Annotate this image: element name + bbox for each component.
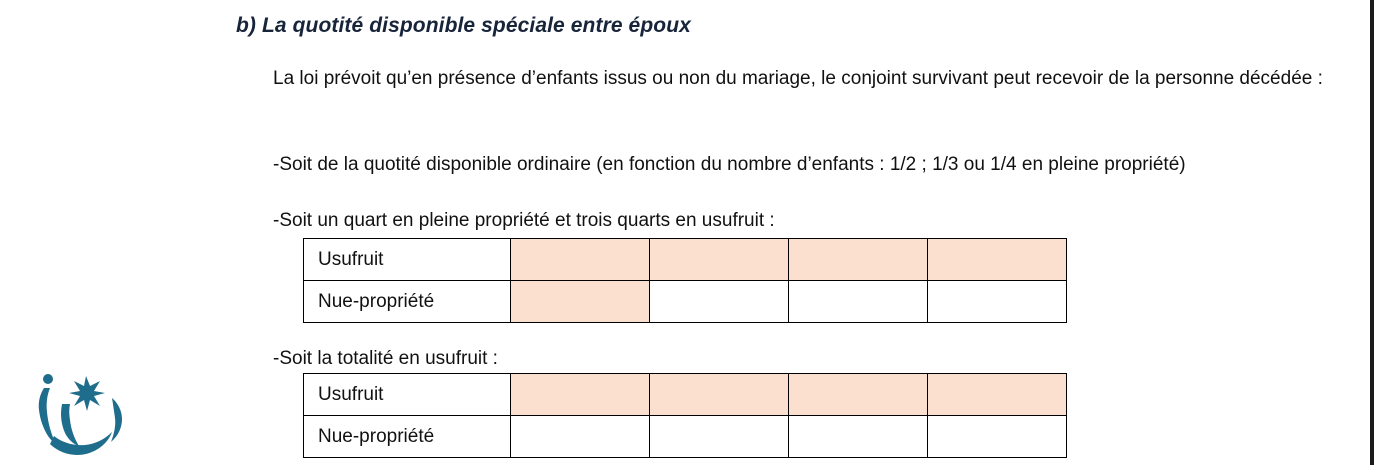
table-row	[304, 416, 1067, 458]
table-cell	[511, 374, 650, 416]
table-cell	[511, 281, 650, 323]
totalite-usufruit-table	[303, 373, 1067, 458]
table-cell	[650, 281, 789, 323]
row-label-nue-propriete: Nue-propriété	[304, 416, 511, 458]
table-cell	[650, 239, 789, 281]
table-cell	[511, 416, 650, 458]
paragraph-intro: La loi prévoit qu’en présence d’enfants issus ou non du mariage, le conjoint survivant peut recevoir de la personne décédée :	[273, 68, 1323, 89]
table-cell	[789, 374, 928, 416]
table-cell	[511, 239, 650, 281]
page-title: b) La quotité disponible spéciale entre époux	[236, 14, 691, 37]
table-cell	[928, 239, 1067, 281]
table-row	[304, 374, 1067, 416]
row-label-usufruit: Usufruit	[304, 374, 511, 416]
table-row	[304, 239, 1067, 281]
slide-right-border	[1370, 0, 1374, 465]
paragraph-totalite-usufruit: -Soit la totalité en usufruit :	[273, 348, 498, 369]
quart-pleine-propriete-table	[303, 238, 1067, 323]
table-cell	[928, 374, 1067, 416]
table-cell	[650, 416, 789, 458]
table-cell	[789, 281, 928, 323]
table-cell	[928, 416, 1067, 458]
table-row	[304, 281, 1067, 323]
row-label-usufruit: Usufruit	[304, 239, 511, 281]
organization-logo	[26, 374, 146, 464]
paragraph-quotite-ordinaire: -Soit de la quotité disponible ordinaire (en fonction du nombre d’enfants : 1/2 ; 1/3 ou 1/4 en pleine propriété)	[273, 154, 1186, 175]
table-cell	[650, 374, 789, 416]
table-cell	[928, 281, 1067, 323]
table-cell	[789, 239, 928, 281]
row-label-nue-propriete: Nue-propriété	[304, 281, 511, 323]
table-cell	[789, 416, 928, 458]
paragraph-quart-pleine-propriete: -Soit un quart en pleine propriété et trois quarts en usufruit :	[273, 210, 775, 231]
